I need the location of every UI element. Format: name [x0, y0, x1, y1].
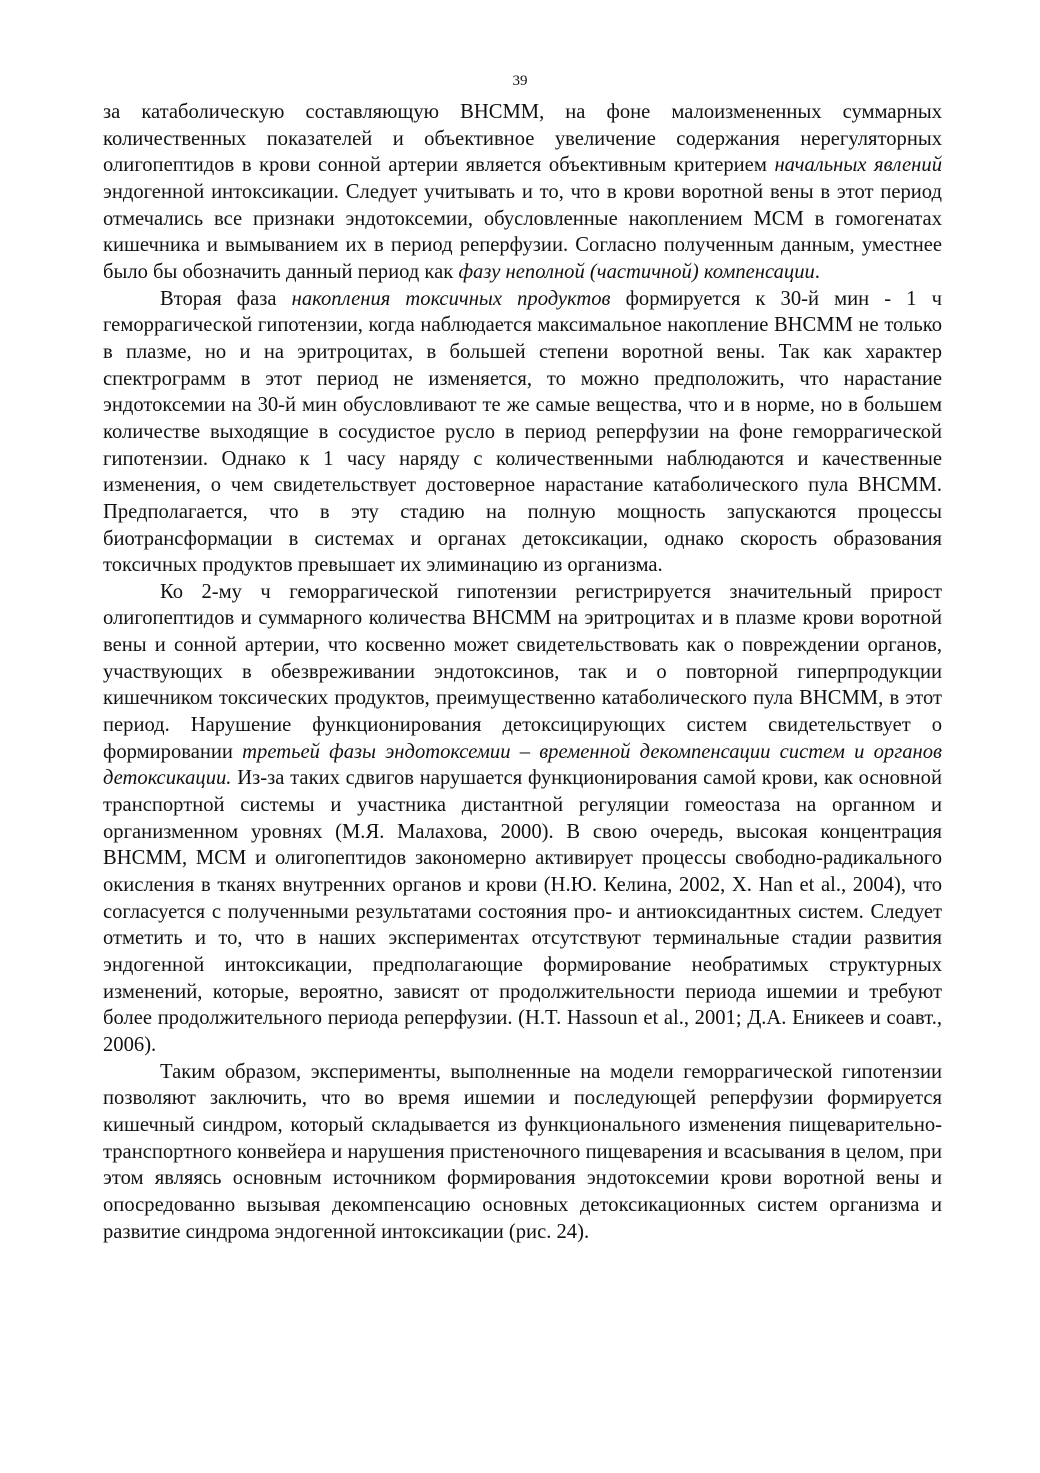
text-run: Ко 2-му ч геморрагической гипотензии регистрируется значительный прирост олигопептидов и суммарного количества ВНСММ на эритроцитах и в плазме крови воротной вены и сонной артерии, что косвенно может свидетельствовать как о повреждении органов, участвующих в обезвреживании эндотоксинов, так и о повторной гиперпродукции кишечником токсических продуктов, преимущественно катаболического пула ВНСММ, в этот период. Нарушение функционирования детоксицирующих систем свидетельствует о формировании	[103, 580, 942, 763]
text-run: за катаболическую составляющую ВНСММ, на фоне малоизмененных суммарных количественных показателей и объективное увеличение содержания нерегуляторных олигопептидов в крови сонной артерии является объективным критерием	[103, 101, 942, 177]
paragraph-1	[103, 99, 942, 286]
italic-term: накопления токсичных продуктов	[291, 287, 611, 310]
text-run: .	[814, 260, 820, 283]
text-run: Вторая фаза	[160, 287, 292, 310]
body-text	[103, 99, 942, 1245]
text-run: Таким образом, эксперименты, выполненные на модели геморрагической гипотензии позволяют заключить, что во время ишемии и последующей реперфузии формируется кишечный синдром, который складывается из функционального изменения пищеварительно-транспортного конвейера и нарушения пристеночного пищеварения и всасывания в целом, при этом являясь основным источником формирования эндотоксемии крови воротной вены и опосредованно вызывая декомпенсацию основных детоксикационных систем организма и развитие синдрома эндогенной интоксикации (рис. 24).	[103, 1060, 942, 1243]
text-run: Из-за таких сдвигов нарушается функционирования самой крови, как основной транспортной системы и участника дистантной регуляции гомеостаза на органном и организменном уровнях (М.Я. Малахова, 2000). В свою очередь, высокая концентрация ВНСММ, МСМ и олигопептидов закономерно активирует процессы свободно-радикального окисления в тканях внутренних органов и крови (Н.Ю. Келина, 2002, X. Han et al., 2004), что согласуется с полученными результатами состояния про- и антиоксидантных систем. Следует отметить и то, что в наших экспериментах отсутствуют терминальные стадии развития эндогенной интоксикации, предполагающие формирование необратимых структурных изменений, которые, вероятно, зависят от продолжительности периода ишемии и требуют более продолжительного периода реперфузии. (H.T. Hassoun et al., 2001; Д.А. Еникеев и соавт., 2006).	[103, 767, 942, 1056]
text-run: эндогенной интоксикации. Следует учитывать и то, что в крови воротной вены в этот период отмечались все признаки эндотоксемии, обусловленные накоплением МСМ в гомогенатах кишечника и вымыванием их в период реперфузии. Согласно полученным данным, уместнее было бы обозначить данный период как	[103, 180, 942, 283]
paragraph-2	[103, 286, 942, 579]
page-number: 39	[512, 73, 528, 89]
italic-term: третьей фазы эндотоксемии – временной декомпенсации систем и органов детоксикации.	[103, 740, 942, 790]
italic-term: начальных явлений	[774, 154, 942, 177]
text-run: формируется к 30-й мин - 1 ч геморрагической гипотензии, когда наблюдается максимальное накопление ВНСММ не только в плазме, но и на эритроцитах, в большей степени воротной вены. Так как характер спектрограмм в этот период не изменяется, то можно предположить, что нарастание эндотоксемии на 30-й мин обусловливают те же самые вещества, что и в норме, но в большем количестве выходящие в сосудистое русло в период реперфузии на фоне геморрагической гипотензии. Однако к 1 часу наряду с количественными наблюдаются и качественные изменения, о чем свидетельствует достоверное нарастание катаболического пула ВНСММ. Предполагается, что в эту стадию на полную мощность запускаются процессы биотрансформации в системах и органах детоксикации, однако скорость образования токсичных продуктов превышает их элиминацию из организма.	[103, 287, 942, 577]
paragraph-4	[103, 1059, 942, 1246]
italic-term: фазу неполной (частичной) компенсации	[458, 260, 815, 283]
paragraph-3	[103, 579, 942, 1059]
